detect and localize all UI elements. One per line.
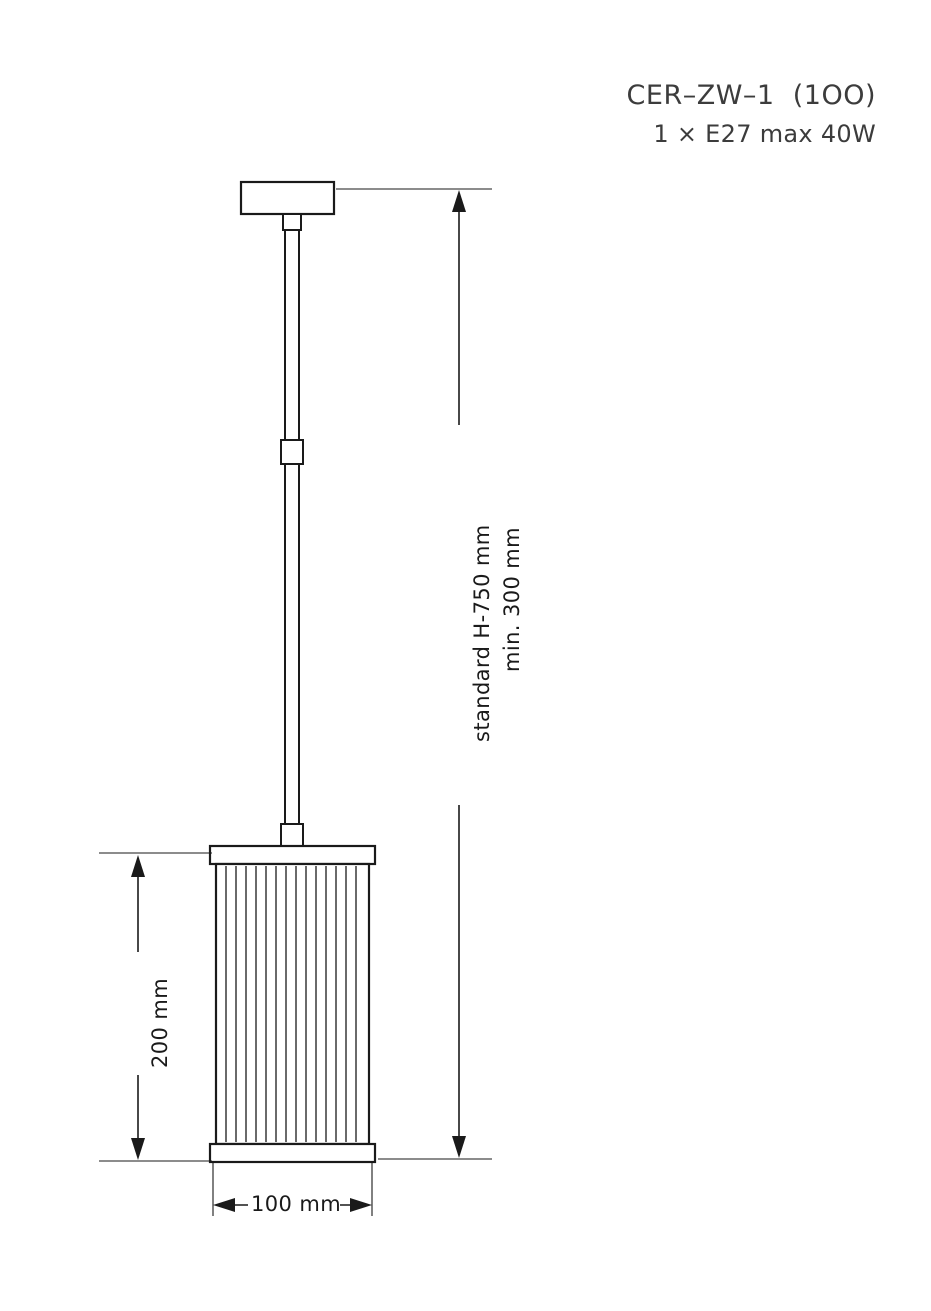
- dimension-label-shade-height: 200 mm: [148, 977, 172, 1068]
- dimension-shade-height: [131, 855, 145, 1160]
- shade-top-cap: [210, 846, 375, 864]
- dimension-label-min-height: min. 300 mm: [500, 526, 524, 672]
- rod-connector: [281, 440, 303, 464]
- dimension-height-total: [452, 190, 466, 1158]
- dimension-label-standard-height: standard H-750 mm: [470, 524, 494, 742]
- ceiling-canopy: [241, 182, 334, 230]
- dimension-label-shade-width: 100 mm: [251, 1192, 342, 1216]
- model-code: CER–ZW–1 (1OO): [626, 80, 876, 111]
- suspension-rod-lower: [281, 464, 303, 846]
- shade-bottom-cap: [210, 1144, 375, 1162]
- suspension-rod-upper: [285, 230, 299, 440]
- lamp-spec: 1 × E27 max 40W: [653, 120, 876, 149]
- shade-body: [216, 864, 369, 1144]
